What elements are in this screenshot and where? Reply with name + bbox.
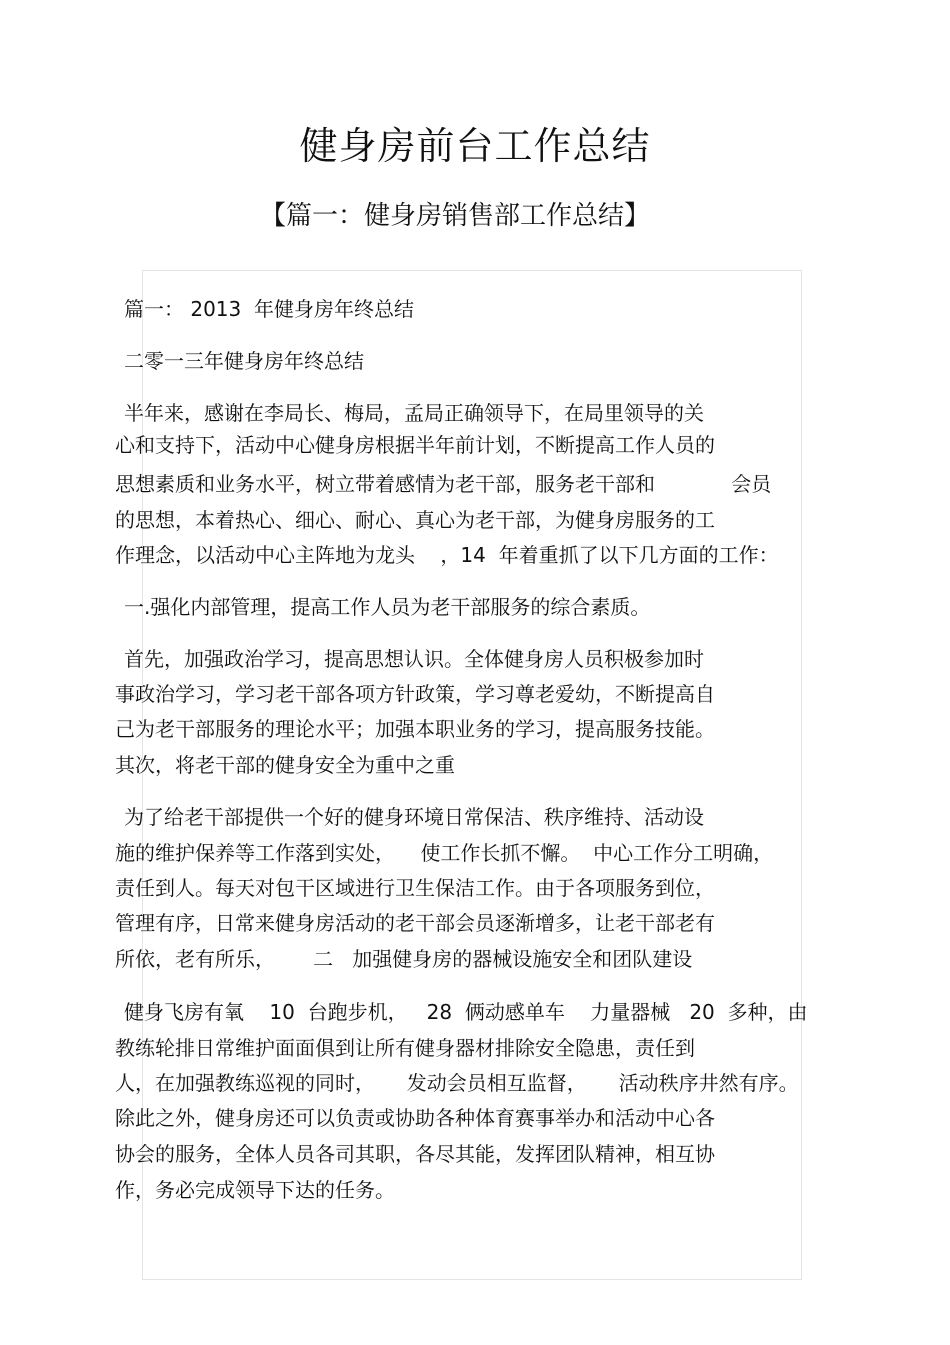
document-title: 健身房前台工作总结 bbox=[299, 124, 651, 168]
paragraph-line: 除此之外，健身房还可以负责或协助各种体育赛事举办和活动中心各 bbox=[115, 1106, 715, 1130]
paragraph-line: 首先，加强政治学习，提高思想认识。全体健身房人员积极参加时 bbox=[124, 647, 704, 671]
paragraph-line: 管理有序，日常来健身房活动的老干部会员逐渐增多，让老干部老有 bbox=[115, 911, 715, 935]
paragraph-line: 思想素质和业务水平，树立带着感情为老干部，服务老干部和 会员 bbox=[115, 472, 772, 496]
paragraph-line: 己为老干部服务的理论水平；加强本职业务的学习，提高服务技能。 bbox=[115, 717, 715, 741]
paragraph-line: 一.强化内部管理，提高工作人员为老干部服务的综合素质。 bbox=[124, 595, 651, 619]
paragraph-line: 施的维护保养等工作落到实处， 使工作长抓不懈。 中心工作分工明确， bbox=[115, 841, 774, 865]
document-subtitle: 【篇一：健身房销售部工作总结】 bbox=[259, 201, 650, 231]
paragraph-line: 所依，老有所乐， 二 加强健身房的器械设施安全和团队建设 bbox=[115, 947, 693, 971]
paragraph-line: 的思想，本着热心、细心、耐心、真心为老干部，为健身房服务的工 bbox=[115, 508, 715, 532]
paragraph-line: 心和支持下，活动中心健身房根据半年前计划，不断提高工作人员的 bbox=[115, 433, 715, 457]
paragraph-line: 半年来，感谢在李局长、梅局，孟局正确领导下，在局里领导的关 bbox=[124, 401, 704, 425]
section-heading: 篇一： 2013 年健身房年终总结 bbox=[124, 297, 414, 321]
paragraph-line: 其次，将老干部的健身安全为重中之重 bbox=[115, 753, 455, 777]
paragraph-line: 协会的服务，全体人员各司其职，各尽其能，发挥团队精神，相互协 bbox=[115, 1142, 715, 1166]
paragraph-line: 责任到人。每天对包干区域进行卫生保洁工作。由于各项服务到位， bbox=[115, 876, 715, 900]
paragraph-line: 为了给老干部提供一个好的健身环境日常保洁、秩序维持、活动设 bbox=[124, 805, 704, 829]
section-subheading: 二零一三年健身房年终总结 bbox=[124, 349, 364, 373]
paragraph-line: 作，务必完成领导下达的任务。 bbox=[115, 1178, 395, 1202]
paragraph-line: 健身飞房有氧 10 台跑步机， 28 俩动感单车 力量器械 20 多种，由 bbox=[124, 1000, 808, 1024]
paragraph-line: 教练轮排日常维护面面俱到让所有健身器材排除安全隐患，责任到 bbox=[115, 1036, 695, 1060]
paragraph-line: 事政治学习，学习老干部各项方针政策，学习尊老爱幼，不断提高自 bbox=[115, 682, 715, 706]
paragraph-line: 人，在加强教练巡视的同时， 发动会员相互监督， 活动秩序井然有序。 bbox=[115, 1071, 799, 1095]
paragraph-line: 作理念，以活动中心主阵地为龙头 ，14 年着重抓了以下几方面的工作： bbox=[115, 543, 779, 567]
